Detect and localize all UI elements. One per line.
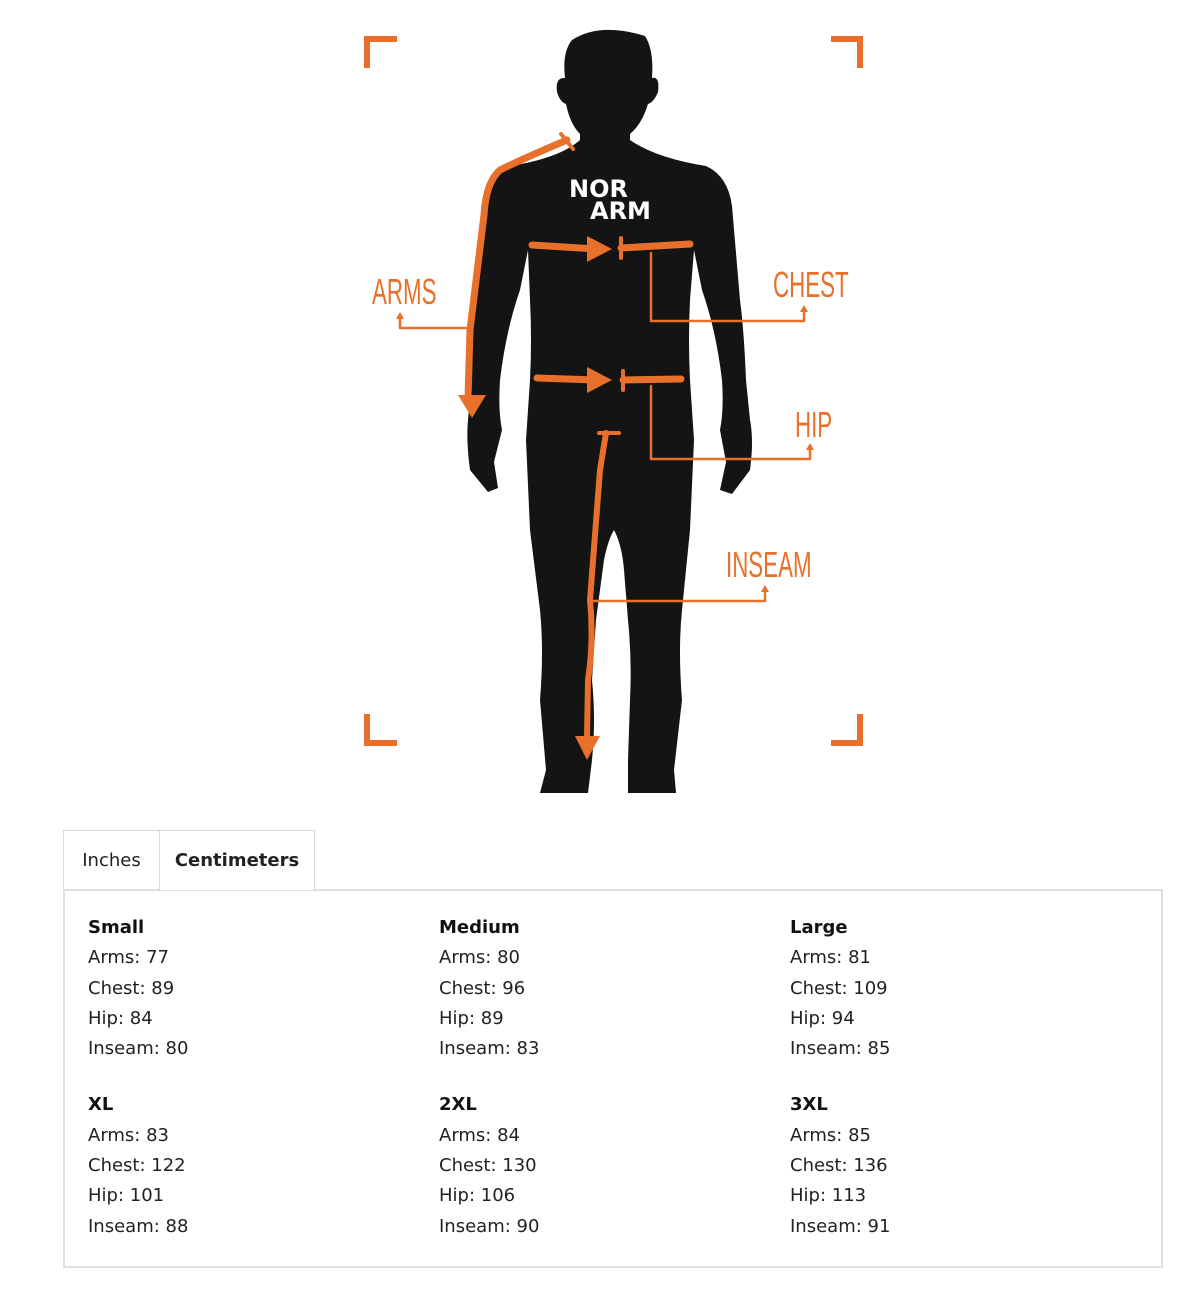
size-inseam: Inseam: 90 bbox=[439, 1215, 540, 1237]
size-hip: Hip: 113 bbox=[790, 1185, 867, 1207]
silhouette bbox=[467, 30, 752, 793]
size-block-small bbox=[88, 913, 439, 1064]
tab-inches[interactable] bbox=[63, 830, 160, 889]
size-chest: Chest: 89 bbox=[88, 977, 175, 999]
size-hip: Hip: 94 bbox=[790, 1007, 855, 1029]
chest-label: CHEST bbox=[773, 265, 849, 306]
size-block-large bbox=[790, 913, 1141, 1064]
chest-return-line bbox=[621, 244, 690, 248]
bracket-top-left bbox=[367, 39, 397, 68]
bracket-top-right bbox=[831, 39, 860, 68]
size-hip: Hip: 89 bbox=[439, 1007, 504, 1029]
head bbox=[557, 30, 659, 148]
size-hip: Hip: 84 bbox=[88, 1007, 153, 1029]
size-arms: Arms: 77 bbox=[88, 947, 169, 969]
logo-line2: ARM bbox=[590, 197, 651, 225]
torso bbox=[467, 140, 752, 793]
size-name: Medium bbox=[439, 917, 520, 938]
size-arms: Arms: 81 bbox=[790, 947, 871, 969]
unit-tabs bbox=[63, 830, 315, 890]
size-chest: Chest: 136 bbox=[790, 1155, 888, 1177]
tab-centimeters[interactable] bbox=[160, 830, 315, 890]
size-arms: Arms: 83 bbox=[88, 1124, 169, 1146]
size-hip: Hip: 101 bbox=[88, 1185, 165, 1207]
size-name: Small bbox=[88, 917, 145, 938]
tab-centimeters-label: Centimeters bbox=[174, 850, 300, 871]
size-inseam: Inseam: 80 bbox=[88, 1038, 189, 1060]
arms-leader-arrow-icon bbox=[396, 312, 404, 319]
inseam-label: INSEAM bbox=[726, 545, 812, 586]
logo-line1: NOR bbox=[569, 175, 628, 203]
size-chest: Chest: 96 bbox=[439, 977, 526, 999]
size-block-3xl bbox=[790, 1090, 1141, 1241]
size-chest: Chest: 122 bbox=[88, 1155, 186, 1177]
size-grid bbox=[88, 913, 1148, 1242]
size-name: 2XL bbox=[439, 1094, 477, 1116]
size-arms: Arms: 84 bbox=[439, 1124, 520, 1146]
size-arms: Arms: 80 bbox=[439, 947, 520, 969]
chest-arrow-line bbox=[532, 245, 596, 249]
tab-inches-label: Inches bbox=[82, 849, 141, 871]
size-hip: Hip: 106 bbox=[439, 1185, 516, 1207]
hip-label: HIP bbox=[795, 405, 833, 446]
size-name: XL bbox=[88, 1094, 114, 1116]
bracket-bottom-left bbox=[367, 714, 397, 743]
bracket-bottom-right bbox=[831, 714, 860, 743]
size-block-2xl bbox=[439, 1090, 790, 1241]
size-block-medium bbox=[439, 913, 790, 1064]
size-arms: Arms: 85 bbox=[790, 1124, 871, 1146]
size-inseam: Inseam: 85 bbox=[790, 1038, 891, 1060]
chest-leader-arrow-icon bbox=[800, 305, 808, 312]
size-name: Large bbox=[790, 917, 848, 938]
hip-return-line bbox=[623, 379, 681, 380]
size-inseam: Inseam: 83 bbox=[439, 1038, 540, 1060]
size-chest: Chest: 109 bbox=[790, 977, 888, 999]
size-inseam: Inseam: 91 bbox=[790, 1215, 891, 1237]
size-inseam: Inseam: 88 bbox=[88, 1215, 189, 1237]
size-name: 3XL bbox=[790, 1094, 828, 1116]
arms-label: ARMS bbox=[371, 272, 437, 313]
size-chest: Chest: 130 bbox=[439, 1155, 537, 1177]
size-chart-panel bbox=[63, 889, 1163, 1268]
arms-leader bbox=[400, 317, 469, 328]
inseam-leader-arrow-icon bbox=[761, 585, 769, 592]
size-block-xl bbox=[88, 1090, 439, 1241]
